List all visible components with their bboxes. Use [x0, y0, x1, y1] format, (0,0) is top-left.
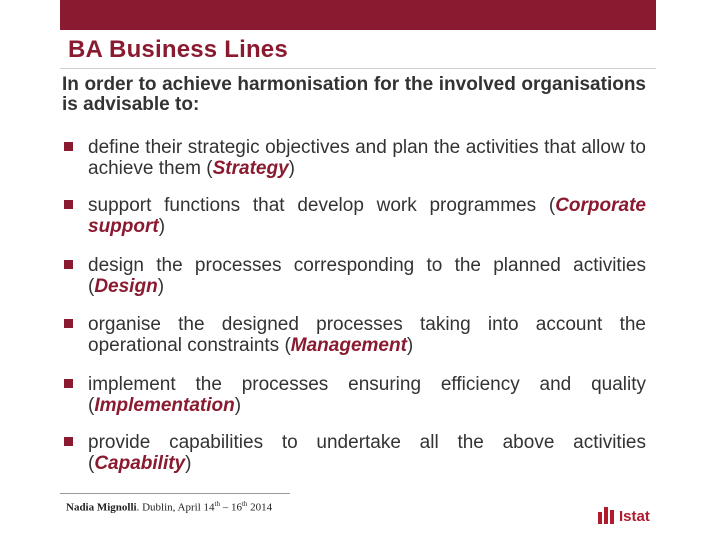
bullet-text-lead: provide capabilities to undertake all the above activities (	[88, 432, 646, 474]
footer-author: Nadia Mignolli	[66, 501, 137, 514]
footer-divider	[60, 493, 290, 494]
header-bar	[60, 0, 656, 30]
bullet-term: Design	[94, 276, 158, 297]
bullet-text-tail: )	[157, 276, 165, 297]
bullet-item-management	[62, 314, 646, 356]
square-bullet-icon	[64, 379, 73, 388]
square-bullet-icon	[64, 260, 73, 269]
bullet-item-capability	[62, 432, 646, 474]
slide-title: BA Business Lines	[68, 36, 288, 63]
bullet-text-tail: )	[158, 216, 166, 237]
intro-text: In order to achieve harmonisation for the involved organisations is advisable to:	[62, 74, 646, 115]
square-bullet-icon	[64, 142, 73, 151]
logo-bar	[598, 512, 602, 524]
footer-credit	[66, 500, 272, 514]
bullet-term: Corporate support	[88, 195, 646, 237]
bullet-text-tail: )	[288, 158, 295, 179]
bullet-text-tail: )	[406, 335, 414, 356]
bullet-item-corporate-support	[62, 195, 646, 237]
istat-logo	[598, 500, 650, 524]
bullet-term: Management	[290, 335, 407, 356]
bullet-text	[88, 137, 646, 179]
bullet-item-implementation	[62, 374, 646, 416]
square-bullet-icon	[64, 437, 73, 446]
bullet-text-lead: support functions that develop work programmes (	[88, 195, 556, 216]
bullet-item-strategy	[62, 137, 646, 179]
square-bullet-icon	[64, 319, 73, 328]
footer-date-end: – 16	[219, 501, 242, 514]
logo-text: Istat	[619, 508, 650, 525]
bullet-term: Strategy	[212, 158, 289, 179]
logo-bar	[604, 507, 608, 524]
bullet-text	[88, 432, 646, 474]
title-divider	[60, 68, 656, 69]
bullet-text	[88, 374, 646, 416]
bullet-text-lead: implement the processes ensuring efficiency and quality (	[88, 374, 646, 416]
bullet-text	[88, 255, 646, 297]
logo-bar	[610, 510, 614, 524]
footer-ordinal: th	[214, 500, 220, 508]
footer-ordinal: th	[241, 500, 248, 508]
square-bullet-icon	[64, 200, 73, 209]
bullet-term: Implementation	[94, 395, 235, 416]
bullet-text-tail: )	[234, 395, 242, 416]
bullet-item-design	[62, 255, 646, 297]
bullet-text-lead: organise the designed processes taking into account the operational constraints (	[88, 314, 646, 356]
bullet-text	[88, 314, 646, 356]
footer-year: 2014	[247, 501, 273, 514]
istat-bars-logo-icon	[598, 507, 616, 524]
bullet-term: Capability	[94, 453, 186, 474]
footer-date-start: . Dublin, April 14	[136, 501, 215, 514]
bullet-text	[88, 195, 646, 237]
bullet-text-lead: define their strategic objectives and plan the activities that allow to achieve them (	[88, 137, 646, 179]
bullet-text-tail: )	[185, 453, 192, 474]
bullet-text-lead: design the processes corresponding to the planned activities (	[88, 255, 646, 297]
